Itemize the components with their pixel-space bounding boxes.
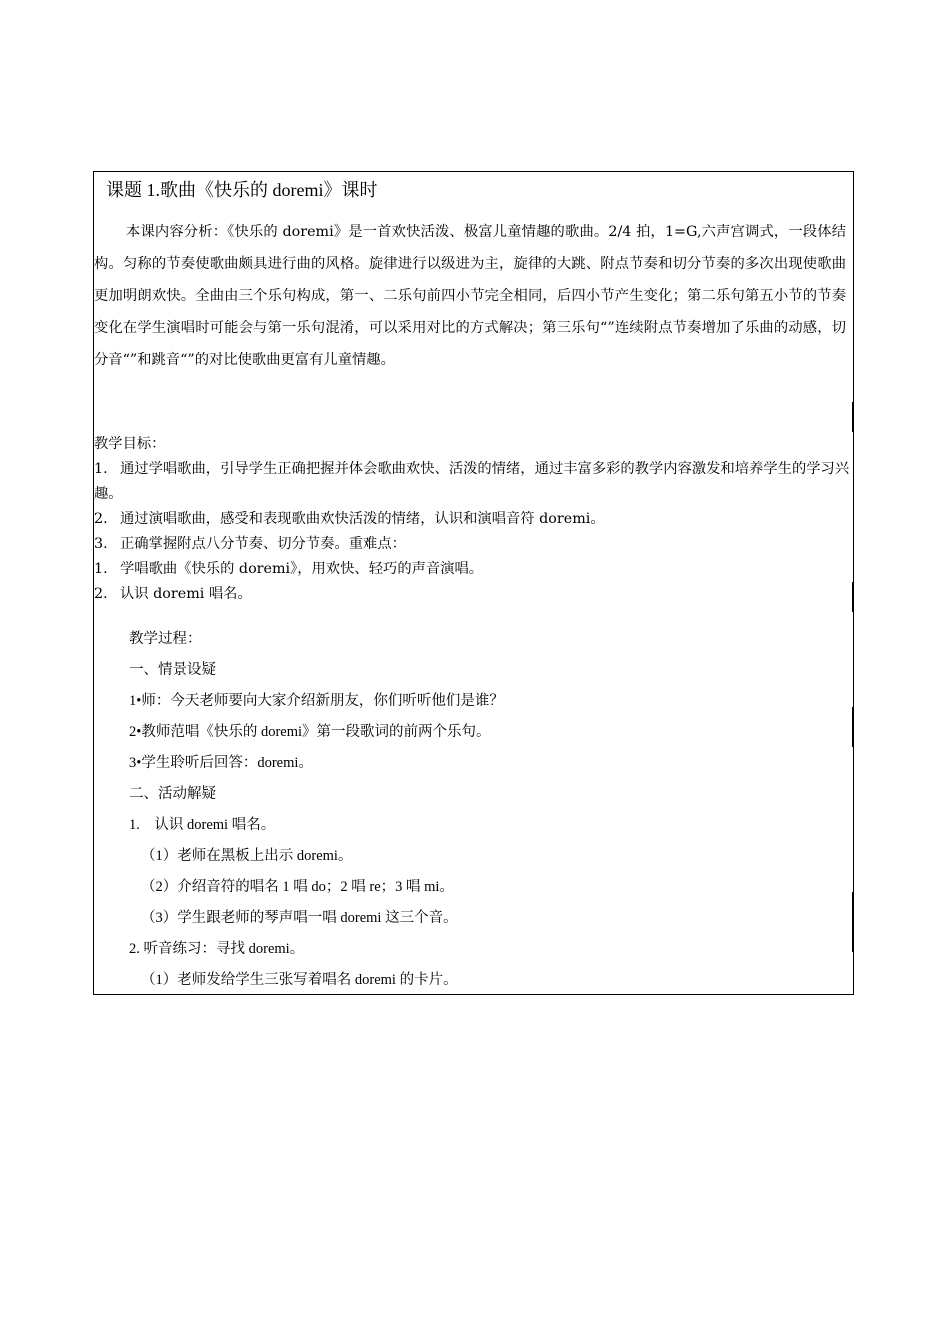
border-mark [852,892,854,952]
activity-substep: （3）学生跟老师的琴声唱一唱 doremi 这三个音。 [141,910,458,926]
key-point-number: 2. [94,586,108,602]
goal-item [94,507,852,532]
lesson-title: 课题 1.歌曲《快乐的 doremi》课时 [106,180,378,200]
activity-substep: （1）老师发给学生三张写着唱名 doremi 的卡片。 [141,972,458,988]
goal-item [94,532,852,557]
border-mark [852,582,854,612]
goal-text: 正确掌握附点八分节奏、切分节奏。重难点： [120,536,406,552]
goal-text: 通过学唱歌曲，引导学生正确把握并体会歌曲欢快、活泼的情绪，通过丰富多彩的教学内容激发和培养学生的学习兴趣。 [94,461,850,502]
activity-substep: （2）介绍音符的唱名 1 唱 do；2 唱 re；3 唱 mi。 [141,879,454,895]
content-analysis: 本课内容分析：《快乐的 doremi》是一首欢快活泼、极富儿童情趣的歌曲。2/4 拍，1=G,六声宫调式，一段体结构。匀称的节奏使歌曲颇具进行曲的风格。旋律进行以级进为主，旋律的大跳、附点节奏和切分节奏的多次出现使歌曲更加明朗欢快。全曲由三个乐句构成，第一、二乐句前四小节完全相同，后四小节产生变化；第二乐句第五小节的节奏变化在学生演唱时可能会与第一乐句混淆，可以采用对比的方式解决；第三乐句“”连续附点节奏增加了乐曲的动感，切分音“”和跳音“”的对比使歌曲更富有儿童情趣。 [94,224,846,368]
goals-heading: 教学目标： [94,436,166,452]
key-point-item [94,582,852,607]
key-point-text: 学唱歌曲《快乐的 doremi》，用欢快、轻巧的声音演唱。 [120,561,484,577]
teaching-process [129,624,504,996]
section-heading: 一、情景设疑 [129,662,216,678]
goal-number: 2. [94,511,108,527]
process-heading: 教学过程： [129,631,202,647]
activity-step: 2. 听音练习：寻找 doremi。 [129,941,305,957]
key-point-item [94,557,852,582]
process-step: 1•师：今天老师要向大家介绍新朋友，你们听听他们是谁？ [129,693,504,709]
section-heading: 二、活动解疑 [129,786,216,802]
process-step: 2•教师范唱《快乐的 doremi》第一段歌词的前两个乐句。 [129,724,491,740]
key-point-text: 认识 doremi 唱名。 [120,586,252,602]
teaching-goals [94,432,852,607]
border-mark [852,402,854,432]
activity-substep: （1）老师在黑板上出示 doremi。 [141,848,353,864]
process-step: 3•学生聆听后回答：doremi。 [129,755,313,771]
goal-number: 3. [94,536,108,552]
activity-step: 1. 认识 doremi 唱名。 [129,817,276,833]
border-mark [852,707,854,747]
key-point-number: 1. [94,561,108,577]
goal-number: 1. [94,461,108,477]
goal-text: 通过演唱歌曲，感受和表现歌曲欢快活泼的情绪，认识和演唱音符 doremi。 [120,511,605,527]
lesson-plan-table [93,171,854,995]
goal-item [94,457,852,507]
